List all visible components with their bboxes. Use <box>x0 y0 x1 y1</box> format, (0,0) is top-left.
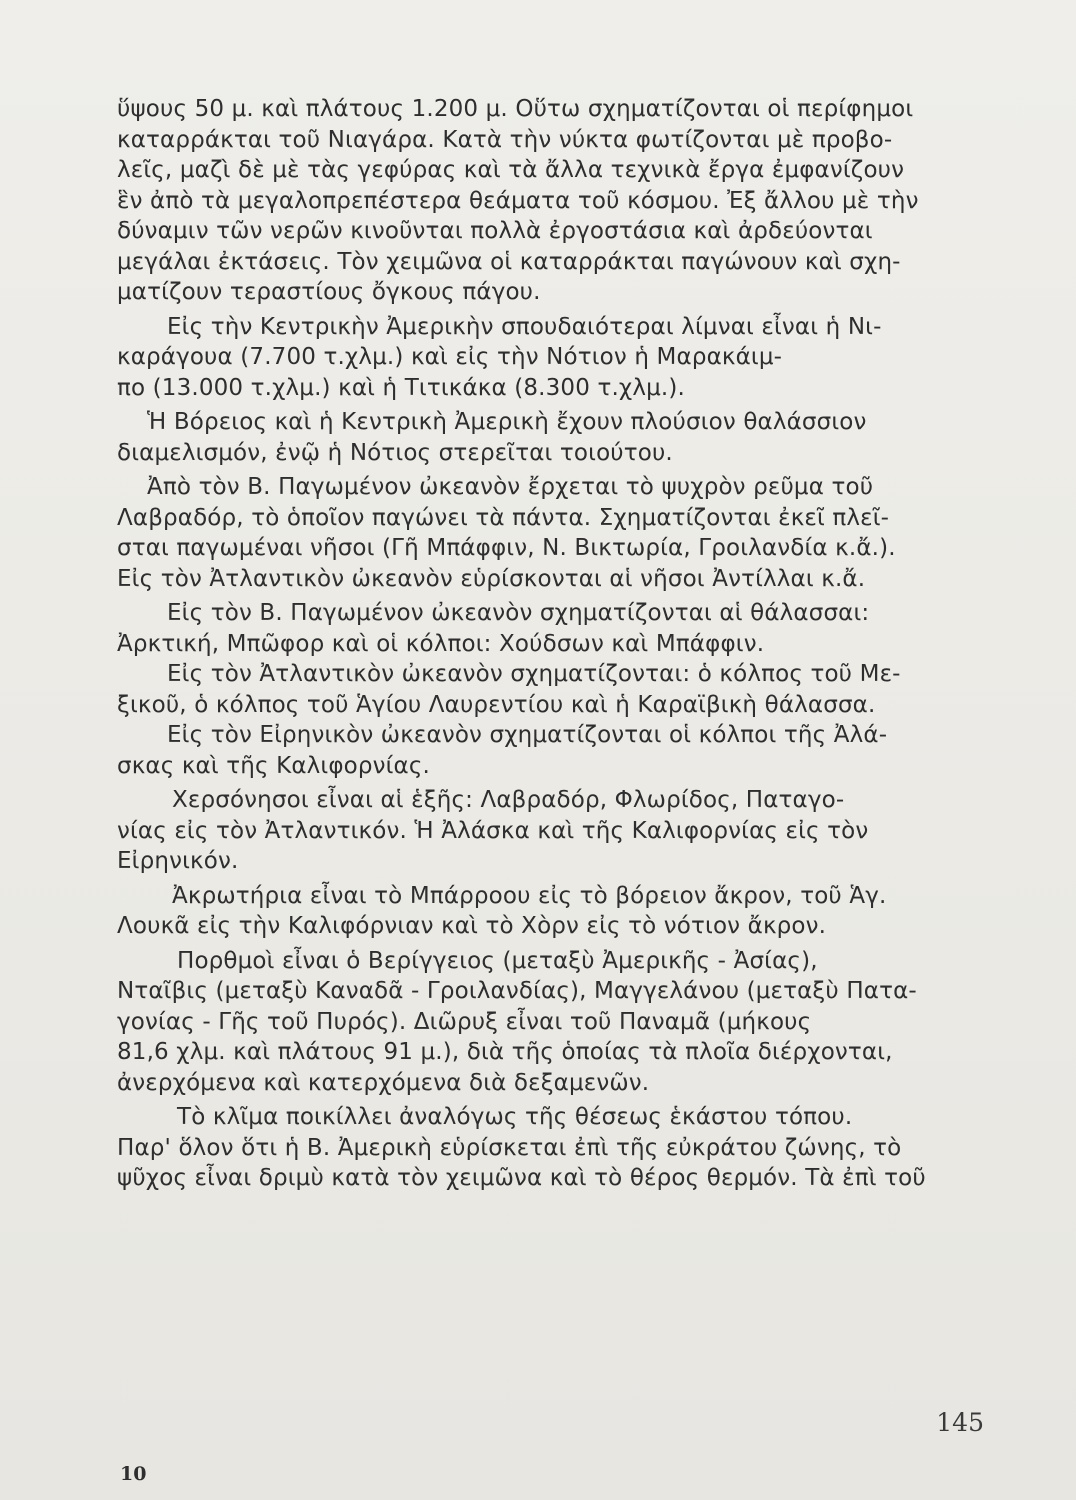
text-line: ἀνερχόμενα καὶ κατερχόμενα διὰ δεξαμενῶν. <box>117 1069 650 1096</box>
text-line: Εἰς τὸν Εἰρηνικὸν ὠκεανὸν σχηματίζονται οἱ κόλποι τῆς Ἀλά- <box>167 722 888 748</box>
text-line: μεγάλαι ἐκτάσεις. Τὸν χειμῶνα οἱ καταρράκται παγώνουν καὶ σχη- <box>117 248 901 275</box>
text-line: Τὸ κλῖμα ποικίλλει ἀναλόγως τῆς θέσεως ἑκάστου τόπου. <box>177 1104 853 1130</box>
text-line: Εἰς τὸν Ἀτλαντικὸν ὠκεανὸν σχηματίζονται: ὁ κόλπος τοῦ Με- <box>167 661 901 687</box>
text-line: Νταῖβις (μεταξὺ Καναδᾶ - Γροιλανδίας), Μαγγελάνου (μεταξὺ Πατα- <box>117 978 917 1004</box>
text-line: γονίας - Γῆς τοῦ Πυρός). Διῶρυξ εἶναι τοῦ Παναμᾶ (μήκους <box>117 1008 812 1035</box>
text-line: ματίζουν τεραστίους ὄγκους πάγου. <box>117 279 541 305</box>
text-line: Πορθμοὶ εἶναι ὁ Βερίγγειος (μεταξὺ Ἀμερικῆς - Ἀσίας), <box>177 947 818 974</box>
text-line: λεῖς, μαζὶ δὲ μὲ τὰς γεφύρας καὶ τὰ ἄλλα τεχνικὰ ἔργα ἐμφανίζουν <box>117 157 905 183</box>
text-line: Λουκᾶ εἰς τὴν Καλιφόρνιαν καὶ τὸ Χὸρν εἰς τὸ νότιον ἄκρον. <box>117 913 827 939</box>
text-line: Ἡ Βόρειος καὶ ἡ Κεντρικὴ Ἀμερικὴ ἔχουν πλούσιον θαλάσσιον <box>147 409 867 435</box>
text-line: ἓν ἀπὸ τὰ μεγαλοπρεπέστερα θεάματα τοῦ κόσμου. Ἐξ ἄλλου μὲ τὴν <box>117 187 919 214</box>
sheet-number: 10 <box>120 1463 147 1485</box>
text-line: καράγουα (7.700 τ.χλμ.) καὶ εἰς τὴν Νότιον ἡ Μαρακάιμ- <box>117 344 783 370</box>
text-line: ξικοῦ, ὁ κόλπος τοῦ Ἁγίου Λαυρεντίου καὶ ἡ Καραϊβικὴ θάλασσα. <box>117 691 876 718</box>
text-line: διαμελισμόν, ἐνῷ ἡ Νότιος στερεῖται τοιούτου. <box>117 439 673 466</box>
text-line: Εἰρηνικόν. <box>117 848 239 874</box>
text-line: Ἀρκτική, Μπῶφορ καὶ οἱ κόλποι: Χούδσων καὶ Μπάφφιν. <box>117 630 765 657</box>
page-number: 145 <box>936 1408 984 1437</box>
text-line: Εἰς τὴν Κεντρικὴν Ἀμερικὴν σπουδαιότεραι λίμναι εἶναι ἡ Νι- <box>167 313 882 340</box>
text-line: Ἀπὸ τὸν Β. Παγωμένον ὠκεανὸν ἔρχεται τὸ ψυχρὸν ρεῦμα τοῦ <box>147 474 874 500</box>
text-line: δύναμιν τῶν νερῶν κινοῦνται πολλὰ ἐργοστάσια καὶ ἀρδεύονται <box>117 218 873 244</box>
text-line: Λαβραδόρ, τὸ ὁποῖον παγώνει τὰ πάντα. Σχηματίζονται ἐκεῖ πλεῖ- <box>117 504 890 531</box>
text-line: νίας εἰς τὸν Ἀτλαντικόν. Ἡ Ἀλάσκα καὶ τῆς Καλιφορνίας εἰς τὸν <box>117 817 869 844</box>
text-line: καταρράκται τοῦ Νιαγάρα. Κατὰ τὴν νύκτα φωτίζονται μὲ προβο- <box>117 126 893 153</box>
text-line: σκας καὶ τῆς Καλιφορνίας. <box>117 752 430 779</box>
text-line: ψῦχος εἶναι δριμὺ κατὰ τὸν χειμῶνα καὶ τὸ θέρος θερμόν. Τὰ ἐπὶ τοῦ <box>117 1165 926 1191</box>
text-line: Παρ' ὅλον ὅτι ἡ Β. Ἀμερικὴ εὑρίσκεται ἐπὶ τῆς εὐκράτου ζώνης, τὸ <box>117 1134 902 1161</box>
body-text <box>117 94 977 1194</box>
text-line: 81,6 χλμ. καὶ πλάτους 91 μ.), διὰ τῆς ὁποίας τὰ πλοῖα διέρχονται, <box>117 1039 893 1065</box>
text-line: σται παγωμέναι νῆσοι (Γῆ Μπάφφιν, Ν. Βικτωρία, Γροιλανδία κ.ἄ.). <box>117 535 896 561</box>
text-line: Εἰς τὸν Β. Παγωμένον ὠκεανὸν σχηματίζονται αἱ θάλασσαι: <box>167 600 870 626</box>
text-line: Χερσόνησοι εἶναι αἱ ἑξῆς: Λαβραδόρ, Φλωρίδος, Παταγο- <box>172 787 845 813</box>
text-line: ὕψους 50 μ. καὶ πλάτους 1.200 μ. Οὕτω σχηματίζονται οἱ περίφημοι <box>117 96 914 122</box>
text-line: Ἀκρωτήρια εἶναι τὸ Μπάρροου εἰς τὸ βόρειον ἄκρον, τοῦ Ἁγ. <box>172 882 887 909</box>
text-line: Εἰς τὸν Ἀτλαντικὸν ὠκεανὸν εὑρίσκονται αἱ νῆσοι Ἀντίλλαι κ.ἄ. <box>117 565 866 592</box>
text-line: πο (13.000 τ.χλμ.) καὶ ἡ Τιτικάκα (8.300 τ.χλμ.). <box>117 374 685 401</box>
